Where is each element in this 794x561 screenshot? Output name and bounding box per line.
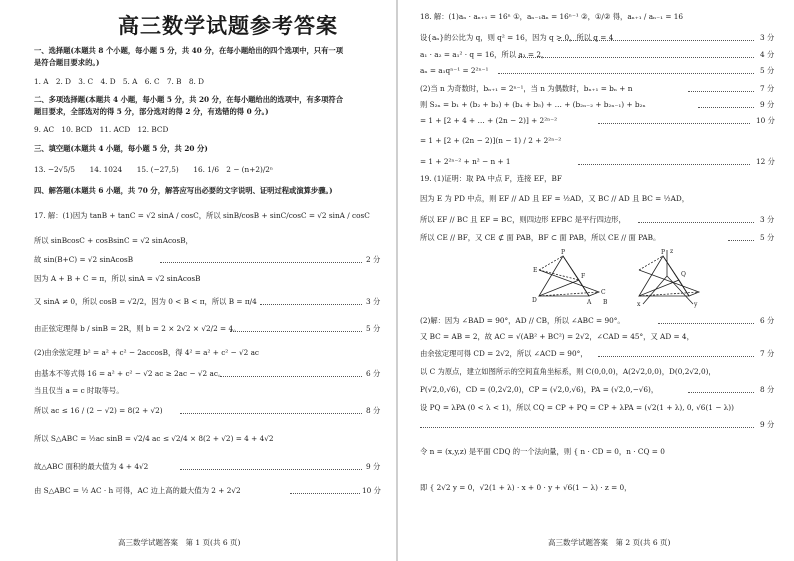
- answer-page-2: [398, 0, 794, 561]
- leader-dots: [260, 304, 362, 305]
- score-mark: 5 分: [366, 324, 381, 333]
- score-mark: 3 分: [760, 33, 775, 42]
- leader-dots: [698, 107, 754, 108]
- fig-label-F: F: [581, 273, 586, 280]
- section-2-heading: 二、多项选择题(本题共 4 小题，每小题 5 分，共 20 分，在每小题给出的选项中，有多项符合: [34, 95, 343, 104]
- score-mark: 9 分: [760, 100, 775, 109]
- fig-label-A: A: [587, 299, 592, 306]
- score-mark: 10 分: [362, 486, 381, 495]
- fig-label-P: P: [561, 249, 566, 256]
- leader-dots: [558, 40, 754, 41]
- section-1-heading: 一、选择题(本题共 8 个小题，每小题 5 分，共 40 分，在每小题给出的四个选项中，只有一项: [34, 46, 343, 55]
- leader-dots: [658, 323, 754, 324]
- q18-line-4: aₙ = a₁qⁿ⁻¹ = 2²ⁿ⁻¹: [420, 66, 489, 75]
- q17-line-2: 所以 sinBcosC + cosBsinC = √2 sinAcosB，: [34, 236, 193, 245]
- leader-dots: [518, 57, 754, 58]
- q17-line-4: 因为 A + B + C = π，所以 sinA = √2 sinAcosB: [34, 274, 201, 283]
- q19-line-3: 所以 EF // BC 且 EF = BC，则四边形 EFBC 是平行四边形，: [420, 215, 626, 224]
- leader-dots: [180, 469, 362, 470]
- score-mark: 8 分: [760, 385, 775, 394]
- section-1-heading-cont: 是符合题目要求的。): [34, 58, 100, 67]
- q18-line-8: = 1 + [2 + (2n − 2)](n − 1) / 2 + 2²ⁿ⁻²: [420, 136, 562, 145]
- fig-label-E: E: [533, 267, 538, 274]
- section-4-heading: 四、解答题(本题共 6 小题，共 70 分，解答应写出必要的文字说明、证明过程或演算步骤。): [34, 186, 333, 195]
- leader-dots: [598, 356, 754, 357]
- leader-dots: [578, 164, 750, 165]
- leader-dots: [160, 262, 362, 263]
- score-mark: 3 分: [366, 297, 381, 306]
- q17-line-5: 又 sinA ≠ 0，所以 cosB = √2/2，因为 0 < B < π，所以 B = π/4: [34, 297, 257, 306]
- q17-line-8: 由基本不等式得 16 = a² + c² − √2 ac ≥ 2ac − √2 ac。: [34, 369, 226, 378]
- q19-line-10: 设 PQ = λPA (0 < λ < 1)，所以 CQ = CP + PQ = CP + λPA = (√2(1 + λ), 0, √6(1 − λ)): [420, 403, 735, 412]
- q17-line-3: 故 sin(B+C) = √2 sinAcosB: [34, 255, 134, 264]
- leader-dots: [230, 331, 362, 332]
- q19-line-9: P(√2,0,√6)，CD = (0,2√2,0)，CP = (√2,0,√6)，PA = (√2,0,−√6)，: [420, 385, 659, 394]
- score-mark: 7 分: [760, 349, 775, 358]
- fig2-label-P: P: [661, 249, 666, 256]
- q18-line-6: 则 S₂ₙ = b₁ + (b₂ + b₃) + (b₄ + b₅) + … + (b₂ₙ₋₂ + b₂ₙ₋₁) + b₂ₙ: [420, 100, 646, 109]
- q19-line-7: 由余弦定理可得 CD = 2√2，所以 ∠ACD = 90°，: [420, 349, 588, 358]
- score-mark: 12 分: [756, 157, 775, 166]
- leader-dots: [180, 413, 362, 414]
- choice-answers: 1. A 2. D 3. C 4. D 5. A 6. C 7. B 8. D: [34, 77, 204, 86]
- q19-line-11: 令 n = (x,y,z) 是平面 CDQ 的一个法向量，则 { n · CD = 0，n · CQ = 0: [420, 447, 665, 456]
- fig-label-B: B: [603, 299, 608, 306]
- score-mark: 8 分: [366, 406, 381, 415]
- section-3-heading: 三、填空题(本题共 4 小题，每小题 5 分，共 20 分): [34, 144, 208, 153]
- score-mark: 9 分: [760, 420, 775, 429]
- leader-dots: [220, 376, 362, 377]
- score-mark: 10 分: [756, 116, 775, 125]
- q19-line-12: 即 { 2√2 y = 0，√2(1 + λ) · x + 0 · y + √6(1 − λ) · z = 0，: [420, 483, 632, 492]
- q18-line-1: 18. 解：(1)aₙ · aₙ₊₁ = 16ⁿ ①，aₙ₋₁aₙ = 16ⁿ⁻¹ ②，①/② 得，aₙ₊₁ / aₙ₋₁ = 16: [420, 12, 684, 21]
- q19-line-1: 19. (1)证明：取 PA 中点 F，连接 EF，BF: [420, 174, 562, 183]
- score-mark: 6 分: [760, 316, 775, 325]
- pyramid-figures: [523, 246, 703, 308]
- axis-label-x: x: [637, 301, 641, 308]
- q17-line-12: 故△ABC 面积的最大值为 4 + 4√2: [34, 462, 149, 471]
- q18-line-9: = 1 + 2²ⁿ⁻² + n² − n + 1: [420, 157, 511, 166]
- score-mark: 2 分: [366, 255, 381, 264]
- q19-line-6: 又 BC = AB = 2，故 AC = √(AB² + BC²) = 2√2，∠CAD = 45°，又 AD = 4，: [420, 332, 694, 341]
- document-title: 高三数学试题参考答案: [118, 13, 338, 38]
- q18-line-2: 设{aₙ}的公比为 q，则 q² = 16，因为 q > 0，所以 q = 4: [420, 33, 614, 42]
- leader-dots: [728, 240, 754, 241]
- section-2-heading-cont: 题目要求，全部选对的得 5 分，部分选对的得 2 分，有选错的得 0 分。): [34, 107, 269, 116]
- leader-dots: [290, 493, 360, 494]
- leader-dots: [598, 123, 750, 124]
- score-mark: 6 分: [366, 369, 381, 378]
- q17-line-9: 当且仅当 a = c 时取等号。: [34, 386, 124, 395]
- q17-line-1: 17. 解：(1)因为 tanB + tanC = √2 sinA / cosC，所以 sinB/cosB + sinC/cosC = √2 sinA / cosC: [34, 211, 370, 220]
- score-mark: 9 分: [366, 462, 381, 471]
- score-mark: 4 分: [760, 50, 775, 59]
- leader-dots: [420, 427, 754, 428]
- q19-line-8: 以 C 为原点，建立如图所示的空间直角坐标系，则 C(0,0,0)，A(2√2,0,0)，D(0,2√2,0)，: [420, 367, 716, 376]
- q17-line-11: 所以 S△ABC = ½ac sinB = √2/4 ac ≤ √2/4 × 8(2 + √2) = 4 + 4√2: [34, 434, 274, 443]
- score-mark: 7 分: [760, 84, 775, 93]
- q18-line-3: a₁ · a₂ = a₁² · q = 16，所以 a₁ = 2，: [420, 50, 549, 59]
- multi-choice-answers: 9. AC 10. BCD 11. ACD 12. BCD: [34, 125, 169, 134]
- q17-line-13: 由 S△ABC = ½ AC · h 可得，AC 边上高的最大值为 2 + 2√2: [34, 486, 241, 495]
- answer-page-1: [0, 0, 396, 561]
- fig-label-D: D: [532, 297, 537, 304]
- page-footer: 高三数学试题答案 第 1 页(共 6 页): [118, 538, 241, 547]
- q18-line-7: = 1 + [2 + 4 + … + (2n − 2)] + 2²ⁿ⁻²: [420, 116, 558, 125]
- fig1-face: [539, 256, 579, 296]
- leader-dots: [638, 222, 754, 223]
- leader-dots: [498, 73, 754, 74]
- q18-line-5: (2)当 n 为奇数时，bₙ₊₁ = 2ⁿ⁻¹，当 n 为偶数时，bₙ₊₁ = bₙ + n: [420, 84, 633, 93]
- q17-line-10: 所以 ac ≤ 16 / (2 − √2) = 8(2 + √2): [34, 406, 163, 415]
- q17-line-6: 由正弦定理得 b / sinB = 2R，则 b = 2 × 2√2 × √2/2 = 4。: [34, 324, 241, 333]
- leader-dots: [688, 392, 754, 393]
- fig-label-C: C: [601, 289, 606, 296]
- axis-label-y: y: [694, 301, 698, 308]
- axis-label-z: z: [670, 248, 674, 255]
- q19-line-4: 所以 CE // BF，又 CE ⊄ 面 PAB，BF ⊂ 面 PAB，所以 CE // 面 PAB。: [420, 233, 661, 242]
- score-mark: 5 分: [760, 66, 775, 75]
- score-mark: 5 分: [760, 233, 775, 242]
- q19-line-5: (2)解：因为 ∠BAD = 90°，AD // CB，所以 ∠ABC = 90°。: [420, 316, 625, 325]
- leader-dots: [688, 91, 754, 92]
- q17-line-7: (2)由余弦定理 b² = a² + c² − 2accosB，得 4² = a² + c² − √2 ac: [34, 348, 260, 357]
- page-footer: 高三数学试题答案 第 2 页(共 6 页): [548, 538, 671, 547]
- fig2-label-Q: Q: [681, 271, 686, 278]
- score-mark: 3 分: [760, 215, 775, 224]
- fill-blank-answers: 13. −2√5/5 14. 1024 15. (−27,5) 16. 1/6 2 − (n+2)/2ⁿ: [34, 165, 274, 174]
- q19-line-2: 因为 E 为 PD 中点，则 EF // AD 且 EF = ½AD，又 BC // AD 且 BC = ½AD，: [420, 194, 690, 203]
